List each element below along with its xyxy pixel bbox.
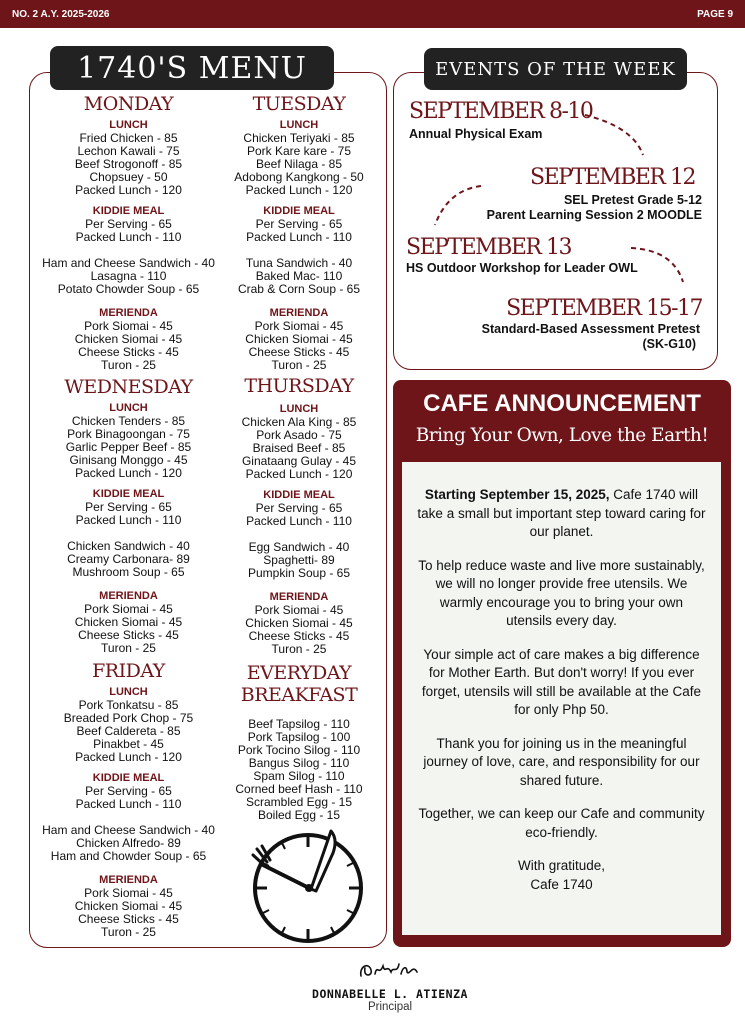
- menu-item: Cheese Sticks - 45: [78, 912, 179, 926]
- menu-item: Boiled Egg - 15: [257, 808, 341, 822]
- lunch-list: [223, 132, 375, 197]
- cafe-paragraph-4: Thank you for joining us in the meaningful journey of love, care, and responsibility for our shared future.: [423, 735, 700, 788]
- menu-item: Lechon Kawali - 75: [77, 144, 180, 158]
- menu-item: Chicken Alfredo- 89: [76, 836, 181, 850]
- menu-item: Chopsuey - 50: [89, 170, 168, 184]
- event-date: SEPTEMBER 12: [530, 165, 695, 190]
- breakfast-heading-line2: BREAKFAST: [240, 684, 358, 706]
- menu-item: Packed Lunch - 120: [245, 467, 353, 481]
- issue-label: NO. 2 A.Y. 2025-2026: [12, 8, 110, 20]
- lunch-list: [30, 415, 227, 480]
- breakfast-list: [223, 718, 375, 822]
- menu-item: Per Serving - 65: [255, 217, 343, 231]
- lunch-label: LUNCH: [279, 403, 319, 415]
- event-description: Standard-Based Assessment Pretest: [481, 322, 700, 336]
- event-description: SEL Pretest Grade 5-12: [563, 193, 702, 207]
- event-date: SEPTEMBER 13: [406, 235, 571, 260]
- kiddie-list: [223, 218, 375, 244]
- menu-item: Ginataang Gulay - 45: [241, 454, 357, 468]
- friday-section: [30, 660, 227, 939]
- menu-item: Packed Lunch - 110: [246, 514, 352, 528]
- day-heading: THURSDAY: [244, 375, 354, 397]
- menu-item: Turon - 25: [101, 358, 156, 372]
- day-heading: FRIDAY: [92, 660, 165, 682]
- menu-item: Bangus Silog - 110: [248, 756, 350, 770]
- merienda-label: MERIENDA: [99, 874, 158, 886]
- merienda-label: MERIENDA: [269, 591, 329, 603]
- menu-item: Lasagna - 110: [90, 269, 167, 283]
- menu-item: Pinakbet - 45: [93, 737, 164, 751]
- menu-item: Chicken Siomai - 45: [245, 616, 353, 630]
- header-bar: [0, 0, 745, 28]
- lunch-list: [30, 132, 227, 197]
- merienda-label: MERIENDA: [99, 307, 158, 319]
- cafe-paragraph-5: Together, we can keep our Cafe and community eco-friendly.: [418, 806, 705, 840]
- merienda-label: MERIENDA: [99, 590, 158, 602]
- signatory-name: DONNABELLE L. ATIENZA: [312, 987, 468, 1001]
- menu-item: Tuna Sandwich - 40: [245, 256, 353, 270]
- kiddie-list: [223, 502, 375, 528]
- signatory-role: Principal: [367, 1001, 413, 1013]
- menu-item: Ham and Cheese Sandwich - 40: [42, 256, 215, 270]
- menu-item: Pork Siomai - 45: [84, 886, 173, 900]
- lunch-list: [30, 699, 227, 764]
- cafe-paragraph-1-text: Cafe 1740 will take a small but important step toward caring for our planet.: [417, 487, 706, 539]
- day-heading: WEDNESDAY: [64, 376, 193, 398]
- menu-item: Adobong Kangkong - 50: [234, 170, 364, 184]
- menu-item: Pork Siomai - 45: [84, 319, 173, 333]
- event-description: Parent Learning Session 2 MOODLE: [486, 208, 702, 222]
- menu-item: Pork Siomai - 45: [84, 602, 173, 616]
- cafe-paragraph-1: [416, 486, 707, 542]
- event-description: (SK-G10): [642, 337, 696, 351]
- page-number: PAGE 9: [697, 8, 733, 20]
- lunch-label: LUNCH: [109, 402, 148, 414]
- menu-title: 1740'S MENU: [50, 46, 334, 90]
- events-title: EVENTS OF THE WEEK: [424, 48, 687, 90]
- cafe-title: CAFE ANNOUNCEMENT: [423, 390, 701, 417]
- kiddie-label: KIDDIE MEAL: [92, 205, 165, 217]
- merienda-list: [30, 603, 227, 655]
- menu-item: Spaghetti- 89: [263, 553, 335, 567]
- menu-item: Chicken Siomai - 45: [74, 615, 183, 629]
- menu-item: Beef Tapsilog - 110: [248, 717, 350, 731]
- menu-item: Per Serving - 65: [85, 784, 172, 798]
- menu-item: Braised Beef - 85: [252, 441, 346, 455]
- menu-item: Cheese Sticks - 45: [248, 629, 350, 643]
- menu-item: Pork Kare kare - 75: [246, 144, 352, 158]
- menu-item: Chicken Teriyaki - 85: [243, 131, 355, 145]
- merienda-list: [30, 320, 227, 372]
- handwritten-signature: [355, 958, 425, 980]
- menu-item: Chicken Siomai - 45: [245, 332, 353, 346]
- clock-utensils-icon: [245, 825, 370, 945]
- cafe-body: [402, 462, 721, 935]
- merienda-list: [30, 887, 227, 939]
- tuesday-section: [223, 93, 375, 372]
- kiddie-list: [30, 785, 227, 811]
- signature-block: [290, 958, 490, 1013]
- extra-list: [223, 257, 375, 296]
- lunch-label: LUNCH: [109, 119, 148, 131]
- extra-list: [30, 824, 227, 863]
- event-description: HS Outdoor Workshop for Leader OWL: [406, 261, 638, 275]
- menu-item: Garlic Pepper Beef - 85: [65, 440, 192, 454]
- menu-item: Chicken Siomai - 45: [74, 332, 183, 346]
- menu-item: Cheese Sticks - 45: [248, 345, 350, 359]
- menu-item: Pork Tonkatsu - 85: [78, 698, 179, 712]
- breakfast-heading-line1: EVERYDAY: [246, 662, 352, 684]
- menu-item: Egg Sandwich - 40: [248, 540, 350, 554]
- cafe-paragraph-2: To help reduce waste and live more sustainably, we will no longer provide free utensils. We warmly encourage you to bring your own utensils every day.: [418, 557, 705, 628]
- menu-item: Pork Tocino Silog - 110: [237, 743, 361, 757]
- lunch-label: LUNCH: [109, 686, 148, 698]
- menu-item: Turon - 25: [101, 925, 156, 939]
- menu-item: Chicken Siomai - 45: [74, 899, 183, 913]
- kiddie-label: KIDDIE MEAL: [263, 489, 335, 501]
- menu-item: Packed Lunch - 110: [75, 230, 182, 244]
- menu-item: Chicken Ala King - 85: [241, 415, 357, 429]
- cafe-start-date: Starting September 15, 2025,: [424, 487, 610, 502]
- menu-item: Pork Tapsilog - 100: [247, 730, 351, 744]
- kiddie-label: KIDDIE MEAL: [263, 205, 335, 217]
- event-date: SEPTEMBER 15-17: [506, 296, 702, 321]
- menu-item: Potato Chowder Soup - 65: [57, 282, 200, 296]
- menu-item: Corned beef Hash - 110: [235, 782, 363, 796]
- menu-item: Turon - 25: [101, 641, 156, 655]
- menu-item: Chicken Sandwich - 40: [67, 539, 190, 553]
- menu-item: Ginisang Monggo - 45: [69, 453, 188, 467]
- menu-item: Crab & Corn Soup - 65: [237, 282, 361, 296]
- menu-item: Turon - 25: [271, 642, 327, 656]
- menu-item: Chicken Tenders - 85: [71, 414, 186, 428]
- menu-item: Per Serving - 65: [255, 501, 343, 515]
- lunch-label: LUNCH: [279, 119, 319, 131]
- menu-item: Baked Mac- 110: [255, 269, 343, 283]
- kiddie-list: [30, 218, 227, 244]
- kiddie-list: [30, 501, 227, 527]
- thursday-section: [223, 375, 375, 656]
- menu-item: Per Serving - 65: [85, 500, 172, 514]
- menu-item: Packed Lunch - 120: [245, 183, 353, 197]
- extra-list: [223, 541, 375, 580]
- menu-item: Packed Lunch - 120: [75, 466, 182, 480]
- menu-item: Per Serving - 65: [85, 217, 172, 231]
- kiddie-label: KIDDIE MEAL: [92, 488, 165, 500]
- menu-item: Cheese Sticks - 45: [78, 345, 179, 359]
- menu-item: Creamy Carbonara- 89: [67, 552, 190, 566]
- menu-item: Ham and Cheese Sandwich - 40: [42, 823, 215, 837]
- menu-item: Ham and Chowder Soup - 65: [50, 849, 207, 863]
- menu-item: Packed Lunch - 120: [75, 183, 182, 197]
- cafe-closing-name: Cafe 1740: [530, 876, 593, 892]
- breakfast-section: [223, 662, 375, 822]
- menu-item: Fried Chicken - 85: [79, 131, 178, 145]
- menu-item: Pork Asado - 75: [256, 428, 342, 442]
- wednesday-section: [30, 376, 227, 655]
- menu-item: Pork Binagoongan - 75: [67, 427, 190, 441]
- menu-item: Packed Lunch - 110: [75, 797, 182, 811]
- menu-item: Pork Siomai - 45: [254, 603, 344, 617]
- kiddie-label: KIDDIE MEAL: [92, 772, 165, 784]
- menu-item: Mushroom Soup - 65: [72, 565, 185, 579]
- menu-item: Packed Lunch - 120: [75, 750, 182, 764]
- merienda-list: [223, 320, 375, 372]
- menu-item: Packed Lunch - 110: [246, 230, 352, 244]
- monday-section: [30, 93, 227, 372]
- menu-item: Pork Siomai - 45: [254, 319, 344, 333]
- menu-item: Breaded Pork Chop - 75: [63, 711, 194, 725]
- event-date: SEPTEMBER 8-10: [409, 99, 593, 124]
- cafe-closing: With gratitude,: [517, 858, 606, 873]
- extra-list: [30, 257, 227, 296]
- cafe-paragraph-3: Your simple act of care makes a big difference for Mother Earth. But don't worry! If you ever forget, utensils will still be available at the Cafe for only Php 50.: [421, 646, 702, 717]
- event-description: Annual Physical Exam: [409, 127, 543, 141]
- menu-item: Beef Strogonoff - 85: [74, 157, 183, 171]
- day-heading: TUESDAY: [252, 93, 346, 115]
- menu-item: Turon - 25: [271, 358, 327, 372]
- day-heading: MONDAY: [83, 93, 174, 115]
- lunch-list: [223, 416, 375, 481]
- menu-item: Beef Nilaga - 85: [255, 157, 343, 171]
- extra-list: [30, 540, 227, 579]
- menu-item: Cheese Sticks - 45: [78, 628, 179, 642]
- menu-item: Packed Lunch - 110: [75, 513, 182, 527]
- merienda-list: [223, 604, 375, 656]
- merienda-label: MERIENDA: [269, 307, 329, 319]
- menu-item: Scrambled Egg - 15: [245, 795, 353, 809]
- menu-item: Beef Caldereta - 85: [76, 724, 181, 738]
- cafe-subtitle: Bring Your Own, Love the Earth!: [415, 425, 709, 446]
- menu-item: Pumpkin Soup - 65: [247, 566, 351, 580]
- menu-item: Spam Silog - 110: [253, 769, 345, 783]
